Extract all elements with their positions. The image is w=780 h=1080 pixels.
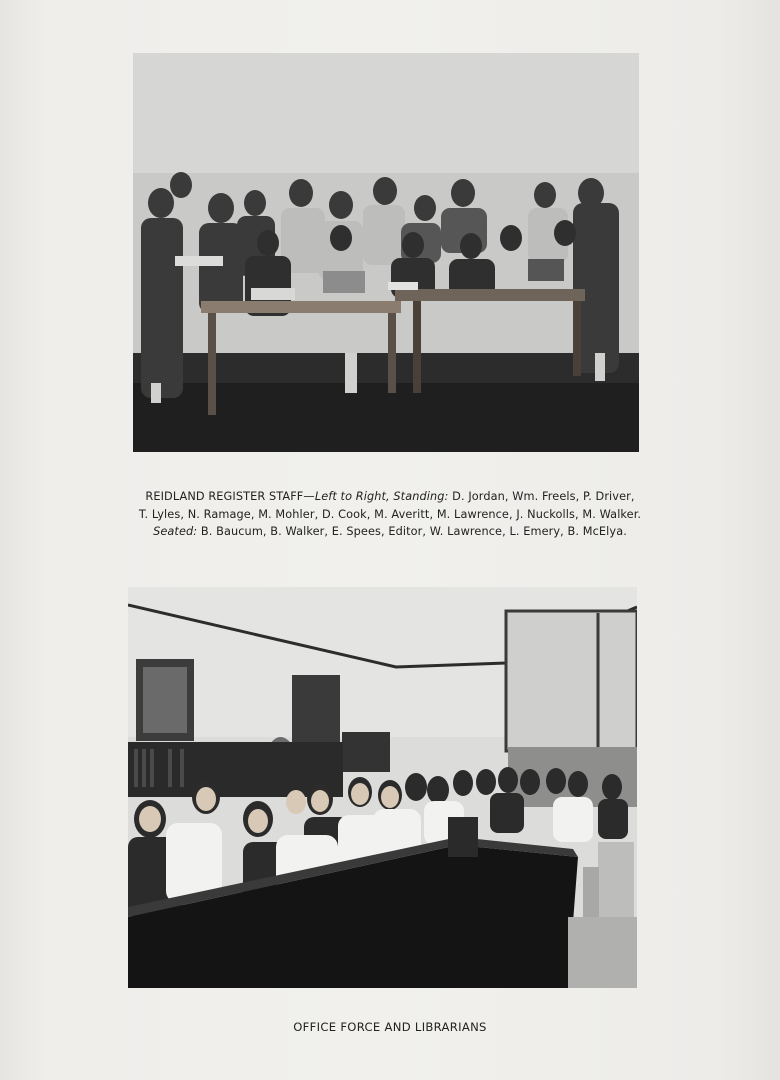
register-staff-photo-image: [133, 53, 639, 452]
register-staff-caption: [110, 488, 670, 541]
caption-line-3: [110, 523, 670, 541]
caption-title: REIDLAND REGISTER STAFF—: [145, 490, 315, 503]
caption-line-1: [110, 488, 670, 506]
register-staff-photo: [133, 53, 639, 452]
caption-seated-label: Seated:: [153, 525, 198, 539]
caption-standing-names-1: D. Jordan, Wm. Freels, P. Driver,: [448, 490, 635, 503]
caption-direction: Left to Right, Standing:: [314, 490, 449, 503]
caption-seated-names: B. Baucum, B. Walker, E. Spees, Editor, W. Lawrence, L. Emery, B. McElya.: [197, 525, 627, 539]
caption-line-2: T. Lyles, N. Ramage, M. Mohler, D. Cook, M. Averitt, M. Lawrence, J. Nuckolls, M. Walker.: [138, 507, 642, 521]
office-force-photo: [128, 587, 637, 988]
office-force-caption: OFFICE FORCE AND LIBRARIANS: [293, 1020, 487, 1034]
office-force-photo-image: [128, 587, 637, 988]
